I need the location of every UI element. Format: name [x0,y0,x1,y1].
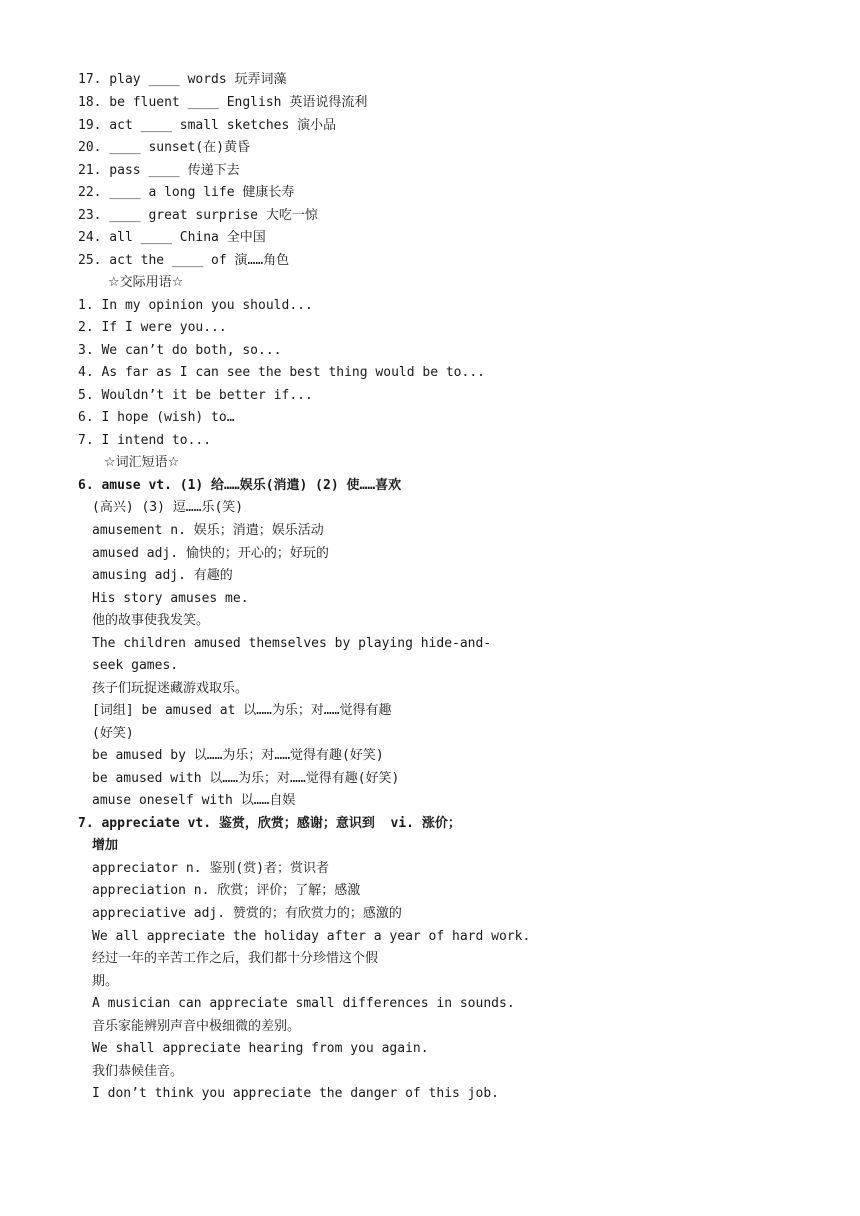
communication-item: 4. As far as I can see the best thing would be to... [78,365,485,380]
phrase-item: 21. pass ____ 传递下去 [78,163,240,178]
phrase-item: 20. ____ sunset(在)黄昏 [78,140,251,155]
vocab-line: 他的故事使我发笑。 [92,613,210,628]
vocab-line: amusing adj. 有趣的 [92,568,233,583]
vocab-line: The children amused themselves by playing hide-and- [92,636,492,651]
phrase-item: 19. act ____ small sketches 演小品 [78,118,337,133]
phrase-item: 22. ____ a long life 健康长寿 [78,185,295,200]
vocab-entry-title: 7. appreciate vt. 鉴赏，欣赏；感谢；意识到 vi. 涨价； [78,816,461,831]
vocab-line: appreciative adj. 赞赏的；有欣赏力的；感激的 [92,906,402,921]
vocab-line: 期。 [92,974,119,989]
vocab-line: amused adj. 愉快的；开心的；好玩的 [92,546,329,561]
vocab-line: be amused with 以……为乐；对……觉得有趣(好笑) [92,771,400,786]
vocab-line: His story amuses me. [92,591,249,606]
vocab-line: amusement n. 娱乐；消遣；娱乐活动 [92,523,324,538]
vocab-line: appreciator n. 鉴别(赏)者；赏识者 [92,861,330,876]
section-heading-vocabulary: ☆词汇短语☆ [104,455,180,470]
communication-item: 6. I hope (wish) to… [78,410,235,425]
vocab-line: 孩子们玩捉迷藏游戏取乐。 [92,681,249,696]
vocab-line: [词组] be amused at 以……为乐；对……觉得有趣 [92,703,392,718]
vocab-entry-title: 6. amuse vt. (1) 给……娱乐(消遣) (2) 使……喜欢 [78,478,402,493]
communication-item: 1. In my opinion you should... [78,298,313,313]
phrase-item: 24. all ____ China 全中国 [78,230,266,245]
vocab-line: 音乐家能辨别声音中极细微的差别。 [92,1019,301,1034]
communication-item: 7. I intend to... [78,433,212,448]
phrase-item: 18. be fluent ____ English 英语说得流利 [78,95,368,110]
vocab-line: I don’t think you appreciate the danger of this job. [92,1086,499,1101]
communication-item: 3. We can’t do both, so... [78,343,282,358]
vocab-line: (好笑) [92,726,134,741]
communication-item: 5. Wouldn’t it be better if... [78,388,313,403]
section-heading-communication: ☆交际用语☆ [108,275,184,290]
communication-item: 2. If I were you... [78,320,227,335]
phrase-item: 25. act the ____ of 演……角色 [78,253,290,268]
vocab-entry-title-continued: 增加 [92,838,119,853]
vocab-line: appreciation n. 欣赏；评价；了解；感激 [92,883,361,898]
vocab-line: We shall appreciate hearing from you again. [92,1041,429,1056]
vocab-line: A musician can appreciate small differences in sounds. [92,996,515,1011]
vocab-line: 经过一年的辛苦工作之后，我们都十分珍惜这个假 [92,951,379,966]
phrase-item: 17. play ____ words 玩弄词藻 [78,72,287,87]
vocab-entry-title-continued: (高兴) (3) 逗……乐(笑) [92,500,244,515]
vocab-line: 我们恭候佳音。 [92,1064,184,1079]
vocab-line: be amused by 以……为乐；对……觉得有趣(好笑) [92,748,384,763]
vocab-line: amuse oneself with 以……自娱 [92,793,296,808]
phrase-item: 23. ____ great surprise 大吃一惊 [78,208,318,223]
vocab-line: We all appreciate the holiday after a year of hard work. [92,929,531,944]
vocab-line: seek games. [92,658,179,673]
